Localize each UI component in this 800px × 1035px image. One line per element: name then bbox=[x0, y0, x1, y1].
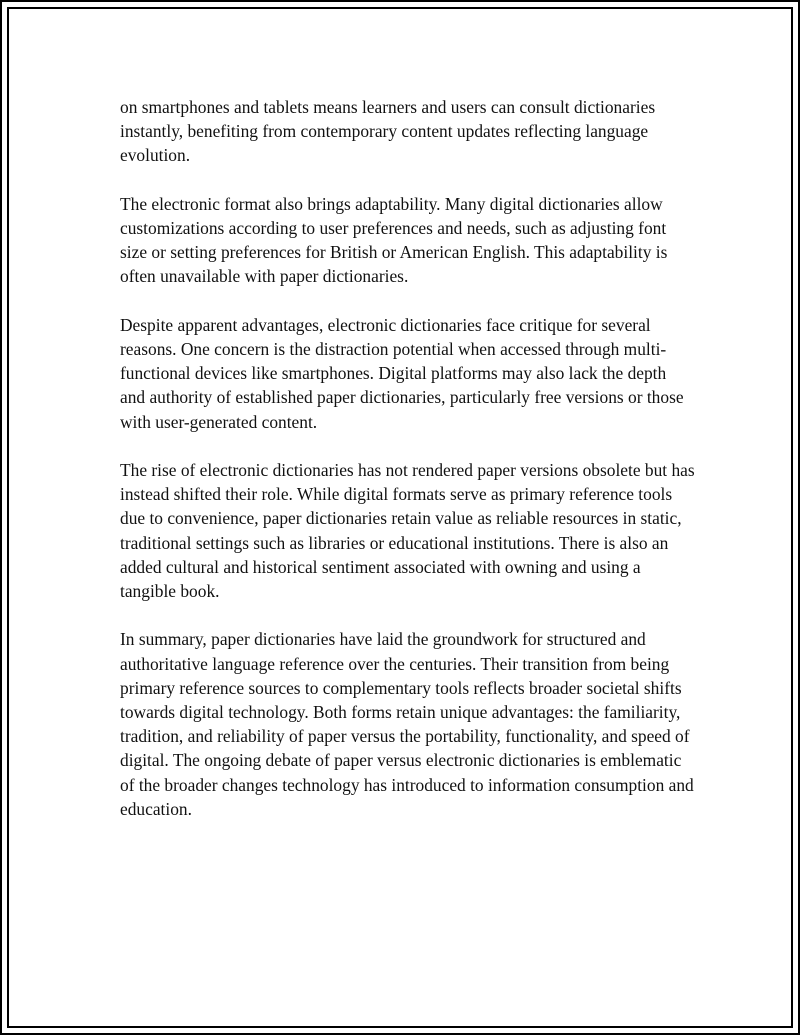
paragraph: The electronic format also brings adaptability. Many digital dictionaries allow customizations according to user preferences and needs, such as adjusting font size or setting preferences for British or American English. This adaptability is often unavailable with paper dictionaries. bbox=[120, 193, 668, 287]
paragraph: on smartphones and tablets means learners and users can consult dictionaries instantly, benefiting from contemporary content updates reflecting language evolution. bbox=[120, 97, 656, 166]
document-body bbox=[120, 95, 695, 845]
paragraph: In summary, paper dictionaries have laid the groundwork for structured and authoritative language reference over the centuries. Their transition from being primary reference sources to complementary tools reflects broader societal shifts towards digital technology. Both forms retain unique advantages: the familiarity, tradition, and reliability of paper versus the portability, functionality, and speed of digital. The ongoing debate of paper versus electronic dictionaries is emblematic of the broader changes technology has introduced to information consumption and education. bbox=[120, 629, 694, 819]
paragraph: The rise of electronic dictionaries has not rendered paper versions obsolete but has instead shifted their role. While digital formats serve as primary reference tools due to convenience, paper dictionaries retain value as reliable resources in static, traditional settings such as libraries or educational institutions. There is also an added cultural and historical sentiment associated with owning and using a tangible book. bbox=[120, 460, 695, 602]
paragraph: Despite apparent advantages, electronic dictionaries face critique for several reasons. One concern is the distraction potential when accessed through multi-functional devices like smartphones. Digital platforms may also lack the depth and authority of established paper dictionaries, particularly free versions or those with user-generated content. bbox=[120, 314, 684, 432]
